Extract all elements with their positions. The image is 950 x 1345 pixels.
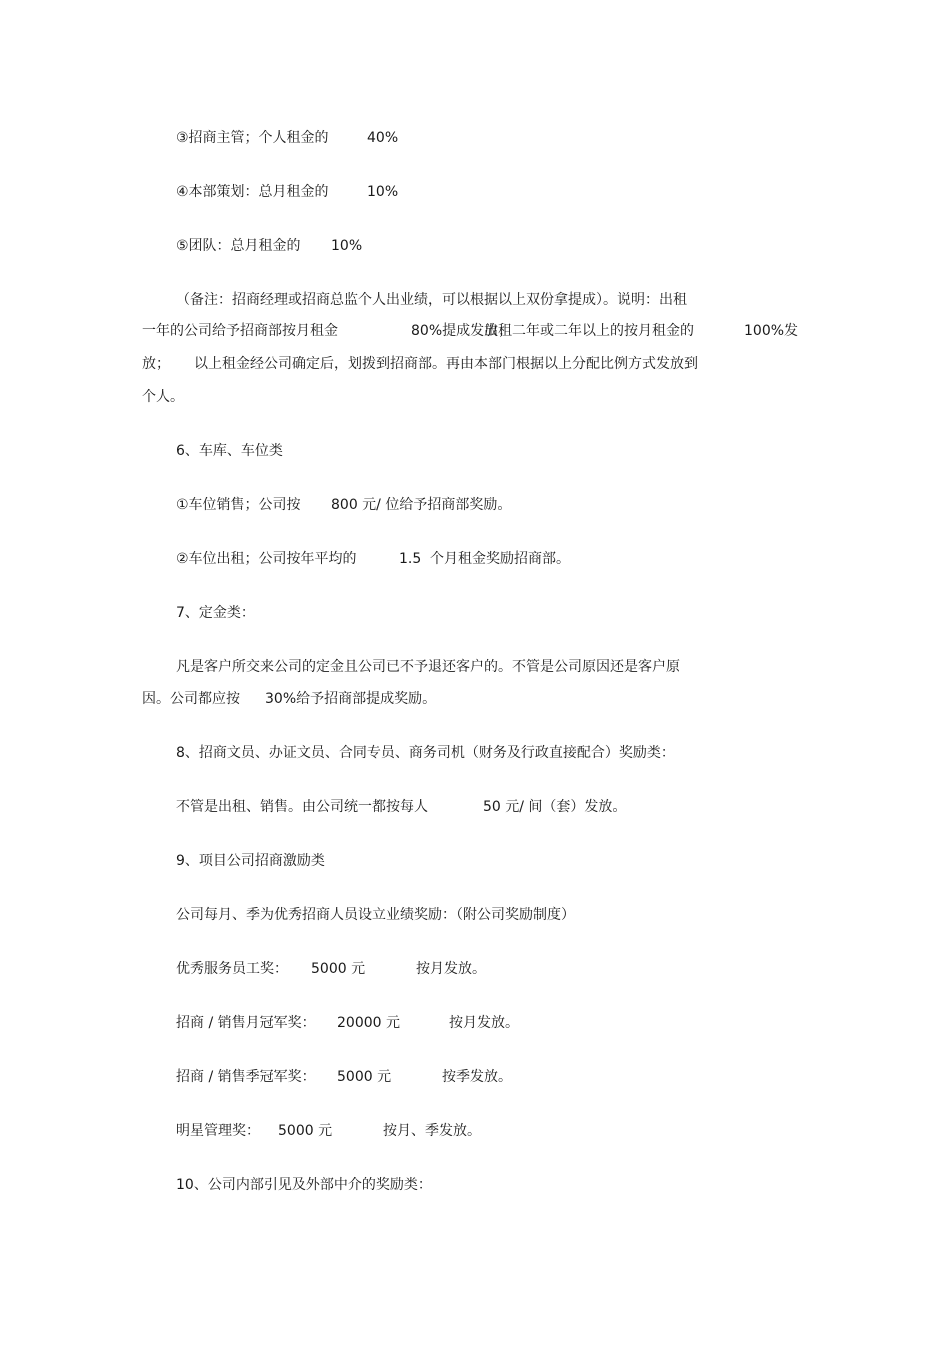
paragraph-text: 因。公司都应按 (142, 691, 240, 707)
award-name: 招商 / 销售季冠军奖： (176, 1069, 316, 1085)
section-title: 8、招商文员、办证文员、合同专员、商务司机（财务及行政直接配合）奖励类： (176, 745, 675, 761)
item-4-value: 10% (367, 184, 399, 200)
paragraph-text: 凡是客户所交来公司的定金且公司已不予退还客户的。不管是公司原因还是客户原 (176, 659, 680, 675)
note-text: 100%发 (744, 323, 799, 339)
paragraph-text: 个月租金奖励招商部。 (430, 551, 570, 567)
item-4-label: ④本部策划：总月租金的 (176, 184, 329, 200)
paragraph-text: 公司每月、季为优秀招商人员设立业绩奖励：（附公司奖励制度） (176, 907, 575, 923)
note-text: （备注：招商经理或招商总监个人出业绩，可以根据以上双份拿提成）。说明：出租 (176, 292, 687, 308)
award-name: 明星管理奖： (176, 1123, 260, 1139)
award-amount: 5000 元 (278, 1123, 333, 1139)
note-text: 放； (142, 356, 170, 372)
note-text: 个人。 (142, 389, 184, 405)
paragraph-text: 800 元/ 位给予招商部奖励。 (331, 497, 512, 513)
award-timing: 按季发放。 (442, 1069, 512, 1085)
award-amount: 5000 元 (337, 1069, 392, 1085)
section-title: 10、公司内部引见及外部中介的奖励类： (176, 1177, 432, 1193)
paragraph-text: 30%给予招商部提成奖励。 (265, 691, 437, 707)
paragraph-text: 不管是出租、销售。由公司统一都按每人 (176, 799, 428, 815)
section-title: 9、项目公司招商激励类 (176, 853, 325, 869)
section-title: 6、车库、车位类 (176, 443, 283, 459)
award-amount: 5000 元 (311, 961, 366, 977)
award-amount: 20000 元 (337, 1015, 400, 1031)
item-3-value: 40% (367, 130, 399, 146)
award-name: 优秀服务员工奖： (176, 961, 288, 977)
item-5-value: 10% (331, 238, 363, 254)
item-5-label: ⑤团队：总月租金的 (176, 238, 301, 254)
paragraph-text: ②车位出租；公司按年平均的 (176, 551, 357, 567)
note-text: 出租二年或二年以上的按月租金的 (484, 323, 694, 339)
paragraph-text: 50 元/ 间（套）发放。 (483, 799, 627, 815)
award-timing: 按月、季发放。 (383, 1123, 481, 1139)
section-title: 7、定金类： (176, 605, 255, 621)
paragraph-text: 1.5 (399, 551, 422, 567)
award-timing: 按月发放。 (449, 1015, 519, 1031)
note-text: 80%提成发放； (411, 323, 513, 339)
award-timing: 按月发放。 (416, 961, 486, 977)
note-text: 以上租金经公司确定后，划拨到招商部。再由本部门根据以上分配比例方式发放到 (194, 356, 698, 372)
note-text: 一年的公司给予招商部按月租金 (142, 323, 338, 339)
item-3-label: ③招商主管；个人租金的 (176, 130, 329, 146)
paragraph-text: ①车位销售；公司按 (176, 497, 301, 513)
award-name: 招商 / 销售月冠军奖： (176, 1015, 316, 1031)
